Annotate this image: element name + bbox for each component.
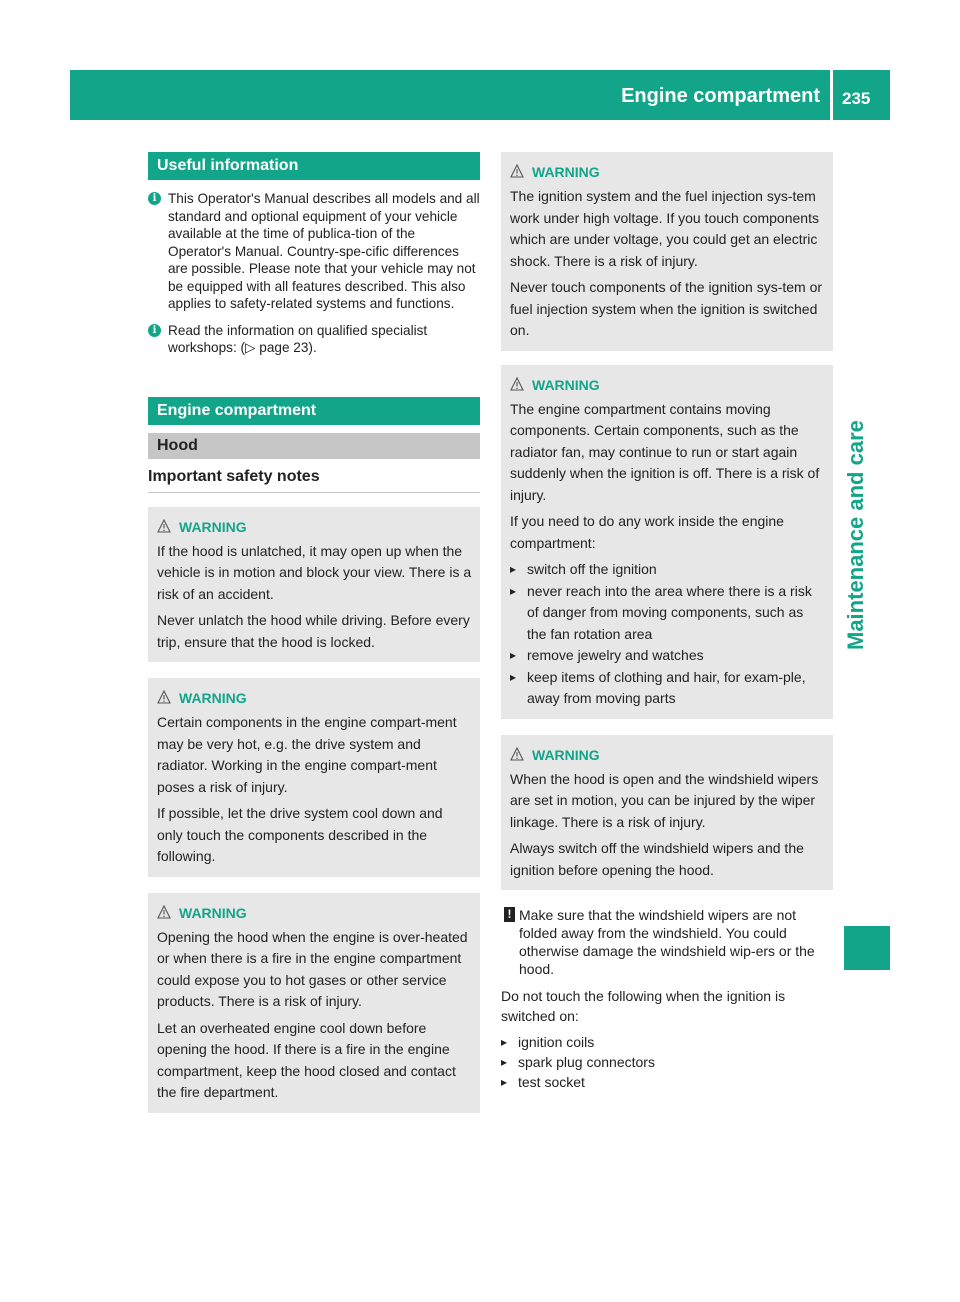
list-item: ▸ ignition coils <box>501 1032 833 1052</box>
warning-text: If you need to do any work inside the engine compartment: <box>510 513 784 551</box>
warning-title-text: WARNING <box>179 904 247 921</box>
right-column <box>501 152 833 1092</box>
warning-box <box>148 893 480 1113</box>
warning-title-text: WARNING <box>532 746 600 763</box>
warning-box <box>148 507 480 663</box>
warning-triangle-icon <box>510 377 524 391</box>
warning-triangle-icon <box>157 905 171 919</box>
warning-text: If possible, let the drive system cool down and only touch the components described in the following. <box>157 805 443 864</box>
ignition-intro: Do not touch the following when the ignition is switched on: <box>501 988 786 1024</box>
list-item: ▸ remove jewelry and watches <box>510 645 825 667</box>
warning-title <box>510 162 825 182</box>
warning-text: Never unlatch the hood while driving. Before every trip, ensure that the hood is locked. <box>157 612 470 650</box>
warning-text: The ignition system and the fuel injection sys-tem work under high voltage. If you touch components which are under voltage, you could get an electric shock. There is a risk of injury. <box>510 188 819 269</box>
warning-text: If the hood is unlatched, it may open up when the vehicle is in motion and block your view. There is a risk of an accident. <box>157 542 472 602</box>
warning-box <box>501 152 833 351</box>
warning-box <box>501 365 833 719</box>
warning-title-text: WARNING <box>179 690 247 706</box>
warning-triangle-icon <box>157 690 171 704</box>
ignition-list <box>501 1032 833 1092</box>
warning-text: Opening the hood when the engine is over-heated or when there is a fire in the engine compartment could expose you to hot gases or other service products. There is a risk of injury. <box>157 928 468 1009</box>
useful-info-heading: Useful information <box>148 152 480 180</box>
info-icon: i <box>148 192 161 205</box>
page-title: Engine compartment <box>621 85 820 107</box>
warning-title <box>157 688 472 708</box>
info-item <box>148 190 480 313</box>
warning-triangle-icon <box>510 164 524 178</box>
warning-text: The engine compartment contains moving components. Certain components, such as the radiator fan, may continue to run or start again suddenly when the ignition is off. There is a risk of injury. <box>510 400 820 503</box>
info-icon: i <box>148 324 161 337</box>
notice-text: Make sure that the windshield wipers are not folded away from the windshield. You could otherwise damage the windshield wip-ers or the hood. <box>519 907 815 977</box>
list-item: ▸ spark plug connectors <box>501 1052 833 1072</box>
warning-triangle-icon <box>157 519 171 533</box>
side-tab-marker <box>844 926 890 970</box>
warning-title <box>157 517 472 537</box>
warning-title-text: WARNING <box>179 518 247 535</box>
info-text: Read the information on qualified specialist workshops: (▷ page 23). <box>168 322 428 355</box>
warning-triangle-icon <box>510 747 524 761</box>
warning-text: Never touch components of the ignition sys-tem or fuel injection system when the ignition is switched on. <box>510 279 823 338</box>
page-number: 235 <box>842 89 871 108</box>
warning-title-text: WARNING <box>532 376 600 393</box>
engine-compartment-heading: Engine compartment <box>148 397 480 425</box>
warning-title-text: WARNING <box>532 164 600 180</box>
side-section-label: Maintenance and care <box>843 420 868 650</box>
warning-title <box>510 745 825 765</box>
list-item: ▸ never reach into the area where there is a risk of danger from moving components, such as the fan rotation area <box>510 581 825 646</box>
warning-box <box>148 678 480 877</box>
header-divider <box>830 70 833 120</box>
warning-bullet-list <box>510 559 825 710</box>
ignition-section <box>501 986 833 1092</box>
notice-item <box>501 906 833 978</box>
warning-title <box>510 375 825 395</box>
info-text: This Operator's Manual describes all models and all standard and optional equipment of your vehicle available at the time of publica-tion of the Operator's Manual. Country-spe-cific differences are possible. Please note that your vehicle may not be equipped with all features described. This also applies to safety-related systems and functions. <box>168 191 480 311</box>
list-item: ▸ test socket <box>501 1072 833 1092</box>
list-item: ▸ keep items of clothing and hair, for exam-ple, away from moving parts <box>510 667 825 710</box>
exclamation-icon: ! <box>504 907 515 922</box>
warning-text: When the hood is open and the windshield wipers are set in motion, you can be injured by the wiper linkage. There is a risk of injury. <box>510 770 819 830</box>
warning-text: Always switch off the windshield wipers and the ignition before opening the hood. <box>510 840 804 878</box>
warning-text: Let an overheated engine cool down before opening the hood. If there is a fire in the engine compartment, keep the hood closed and contact the fire department. <box>157 1019 456 1100</box>
warning-box <box>501 735 833 891</box>
warning-text: Certain components in the engine compart-ment may be very hot, e.g. the drive system and radiator. Working in the engine compart-ment poses a risk of injury. <box>157 714 457 795</box>
left-column <box>148 152 480 1113</box>
warning-title <box>157 903 472 923</box>
info-item <box>148 322 480 357</box>
safety-notes-heading: Important safety notes <box>148 459 480 493</box>
list-item: ▸ switch off the ignition <box>510 559 825 581</box>
hood-subheading: Hood <box>148 433 480 459</box>
